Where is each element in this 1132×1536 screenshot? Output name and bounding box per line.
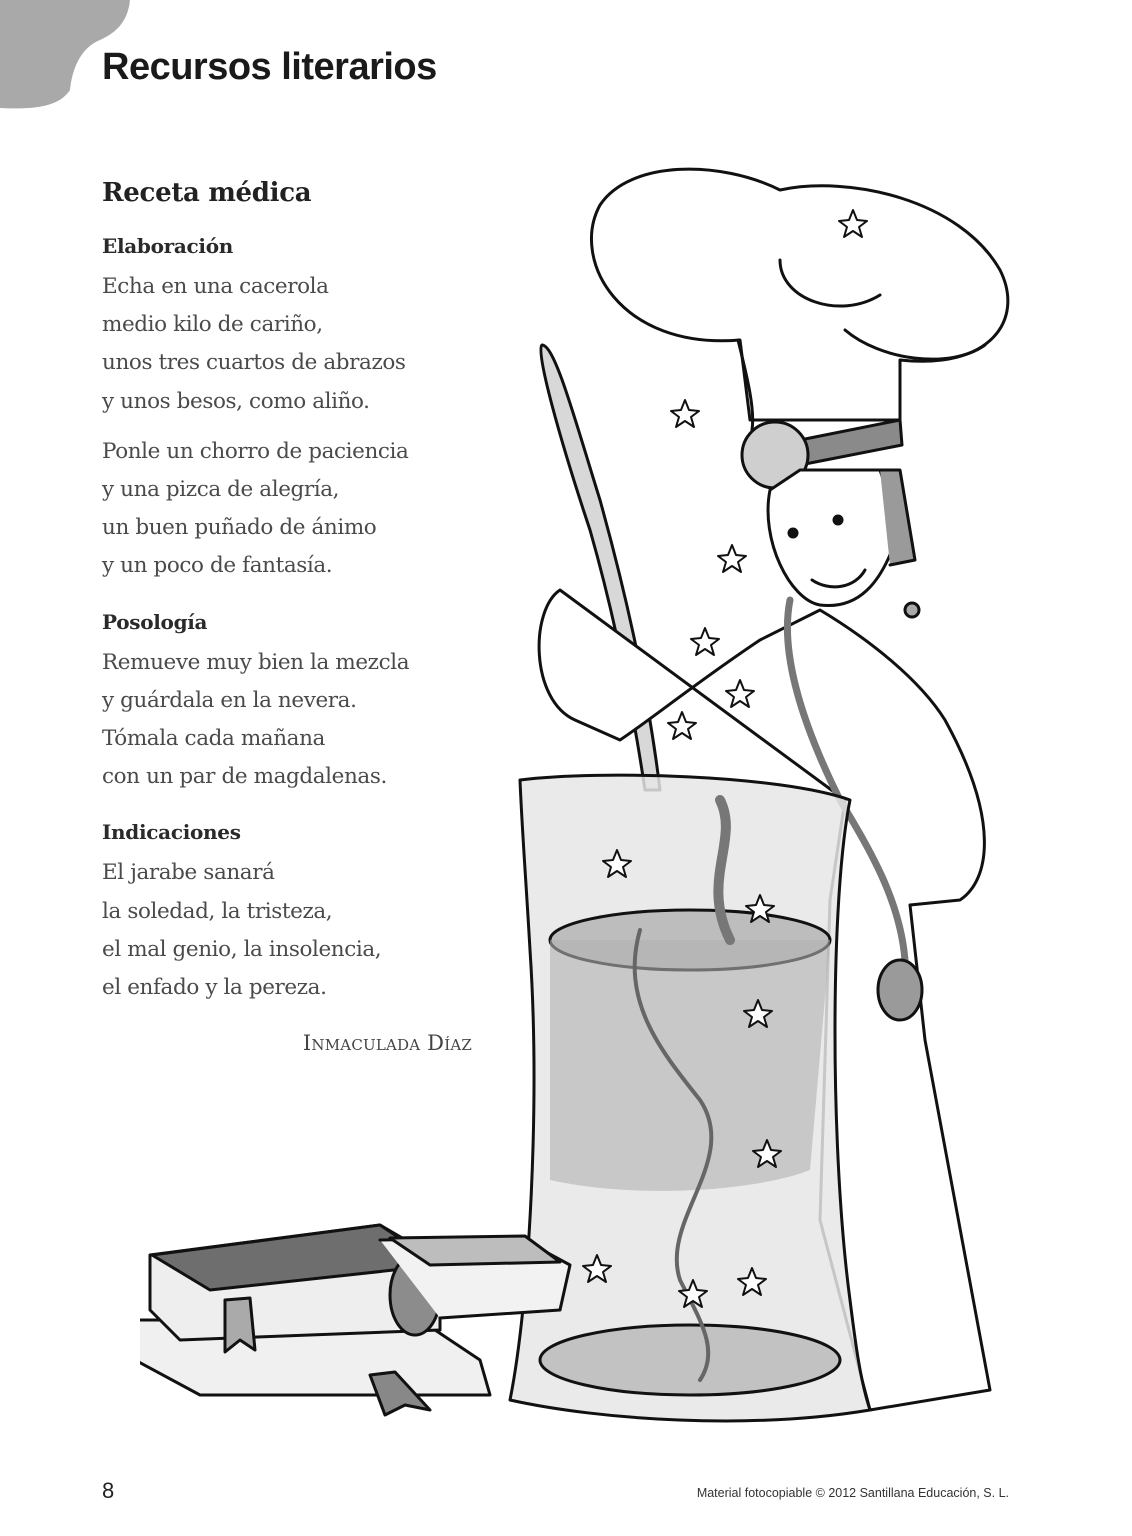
verse: Ponle un chorro de paciencia	[102, 438, 409, 464]
verse: El jarabe sanará	[102, 860, 275, 886]
verse: Echa en una cacerola	[102, 274, 329, 299]
verse: unos tres cuartos de abrazos	[102, 350, 406, 376]
headband-icon	[800, 420, 902, 465]
verse: la soledad, la tristeza,	[102, 898, 333, 924]
verse: Remueve muy bien la mezcla	[102, 649, 410, 675]
section-heading: Posología	[102, 609, 208, 634]
verse: con un par de magdalenas.	[102, 764, 387, 790]
verse: y un poco de fantasía.	[102, 553, 333, 579]
stethoscope-chestpiece-icon	[878, 960, 922, 1020]
copyright-notice: Material fotocopiable © 2012 Santillana Educación, S. L.	[696, 1486, 1009, 1500]
page-title: Recursos literarios	[102, 46, 437, 88]
face-icon	[768, 470, 915, 606]
books-icon	[140, 1225, 570, 1415]
glass-jar-icon	[510, 775, 870, 1421]
verse: el mal genio, la insolencia,	[102, 936, 382, 962]
page-number: 8	[102, 1478, 115, 1503]
verse: un buen puñado de ánimo	[102, 515, 377, 541]
poem-title: Receta médica	[102, 178, 312, 208]
poem-author: Inmaculada Díaz	[302, 1031, 472, 1056]
verse: medio kilo de cariño,	[102, 312, 323, 338]
verse: y guárdala en la nevera.	[102, 687, 357, 713]
chef-doctor-illustration	[140, 160, 1020, 1440]
verse: y unos besos, como aliño.	[102, 388, 370, 414]
verse: y una pizca de alegría,	[102, 477, 340, 503]
verse: el enfado y la pereza.	[102, 975, 327, 1001]
chef-hat-icon	[591, 169, 1007, 430]
verse: Tómala cada mañana	[102, 726, 325, 752]
section-heading: Elaboración	[102, 234, 233, 258]
section-heading: Indicaciones	[102, 820, 241, 845]
